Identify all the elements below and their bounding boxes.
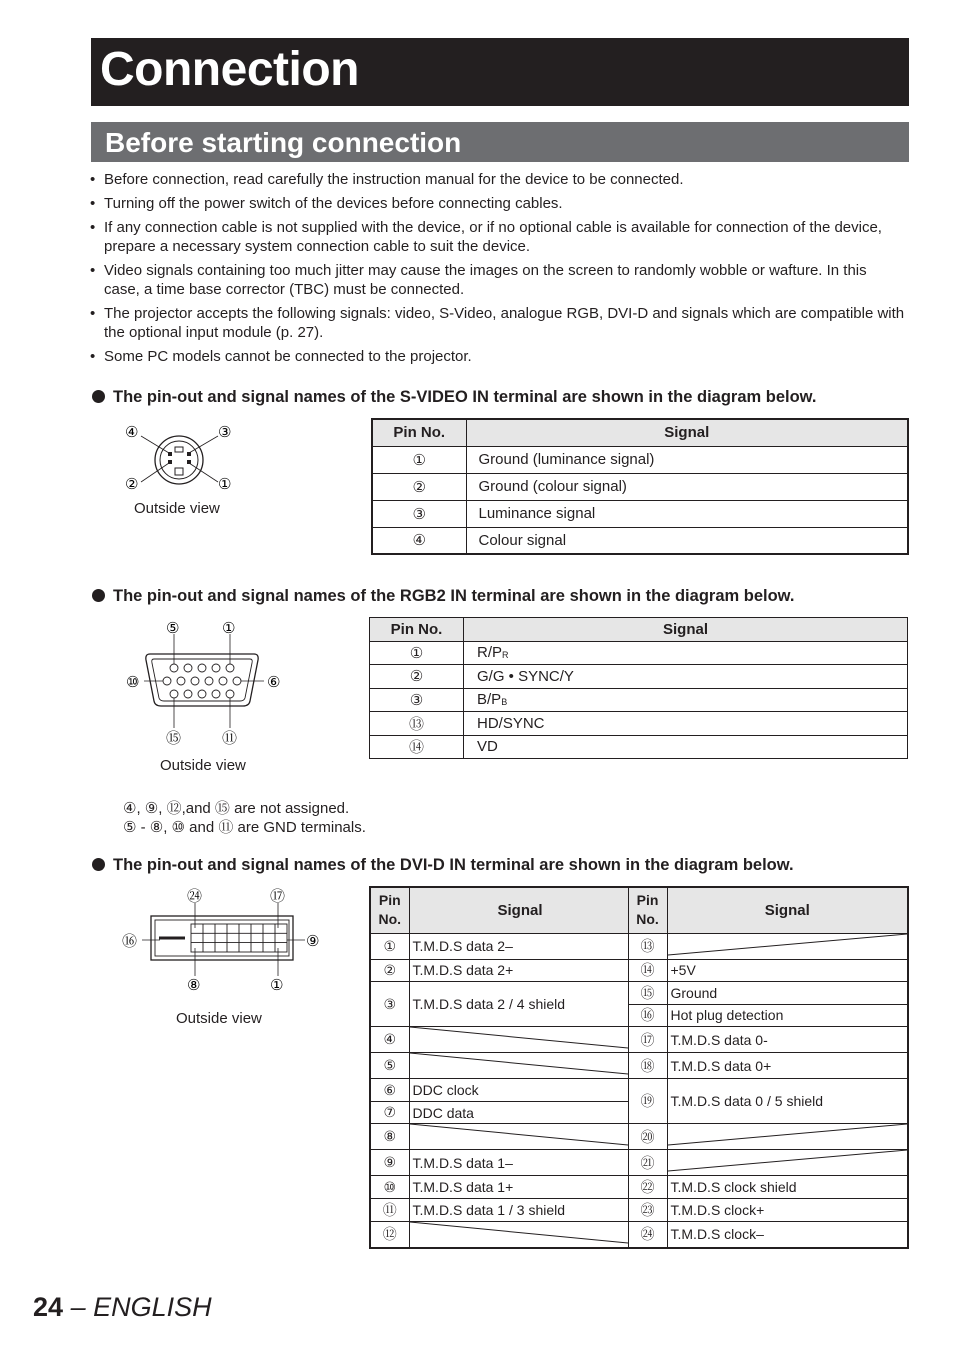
table-row <box>372 446 908 473</box>
table-row <box>370 959 908 982</box>
diagram-caption: Outside view <box>134 500 220 517</box>
signal-cell: +5V <box>667 959 908 982</box>
page-number: 24 <box>33 1292 64 1322</box>
table-header <box>370 887 908 933</box>
pin-label: ⑨ <box>306 932 320 950</box>
pin-label: ㉔ <box>187 887 203 905</box>
rgb2-heading: The pin-out and signal names of the RGB2 IN terminal are shown in the diagram below. <box>92 587 794 606</box>
leader-line <box>141 436 169 453</box>
leader-lines <box>144 634 264 728</box>
signal-cell: Luminance signal <box>466 500 908 527</box>
pin-cell: ㉑ <box>628 1150 667 1176</box>
table-row <box>370 933 908 959</box>
list-item: • The projector accepts the following signals: video, S-Video, analogue RGB, DVI-D and signals which are compatible with the optional input module (p. 27). <box>90 304 905 342</box>
not-assigned-cell <box>409 1053 628 1079</box>
pin-cell: ⑪ <box>370 1199 409 1222</box>
table-row <box>370 665 908 689</box>
column-header: Pin No. <box>628 887 667 933</box>
leader-line <box>189 436 218 453</box>
table-row <box>370 1199 908 1222</box>
pin-cell: ④ <box>372 527 466 554</box>
signal-cell: T.M.D.S data 0- <box>667 1027 908 1053</box>
pin-label: ⑧ <box>187 976 201 994</box>
pin-cell: ⑬ <box>628 933 667 959</box>
svideo-outer-ring <box>155 436 203 484</box>
pin-cell: ⑫ <box>370 1221 409 1248</box>
signal-cell: Ground (colour signal) <box>466 473 908 500</box>
bullet-dot-icon <box>92 390 105 403</box>
precaution-list <box>90 170 905 371</box>
signal-cell: T.M.D.S data 0 / 5 shield <box>667 1079 908 1124</box>
pin-label: ⑪ <box>222 729 238 747</box>
pin-cell: ⑯ <box>628 1004 667 1027</box>
pin-cell: ⑧ <box>370 1124 409 1150</box>
pin-cell: ⑳ <box>628 1124 667 1150</box>
column-header: Pin No. <box>370 618 464 642</box>
list-item: • Turning off the power switch of the devices before connecting cables. <box>90 194 905 213</box>
dvi-pin-table <box>369 886 909 1249</box>
pin-cell: ⑭ <box>628 959 667 982</box>
table-row <box>370 1079 908 1102</box>
table-row <box>370 1221 908 1248</box>
pin-cell: ③ <box>372 500 466 527</box>
signal-cell: T.M.D.S data 1– <box>409 1150 628 1176</box>
signal-cell: T.M.D.S clock shield <box>667 1176 908 1199</box>
svideo-key <box>175 468 183 475</box>
pin-label: ⑥ <box>267 673 281 691</box>
rgb2-note: ④, ⑨, ⑫,and ⑮ are not assigned. <box>123 800 350 817</box>
signal-cell: Colour signal <box>466 527 908 554</box>
table-row <box>370 1053 908 1079</box>
pin-cell: ② <box>370 665 464 689</box>
diagonal-slash <box>410 1053 628 1075</box>
table-row <box>370 1027 908 1053</box>
signal-cell: T.M.D.S clock+ <box>667 1199 908 1222</box>
diagram-caption: Outside view <box>160 757 246 774</box>
pin-label: ⑤ <box>166 619 180 637</box>
page-footer <box>33 1292 212 1323</box>
table-row <box>372 473 908 500</box>
dvi-connector-diagram <box>118 884 328 999</box>
table-row <box>370 1176 908 1199</box>
pin-cell: ㉔ <box>628 1221 667 1248</box>
not-assigned-cell <box>409 1027 628 1053</box>
column-header: Pin No. <box>372 419 466 446</box>
pin-label: ⑯ <box>122 932 138 950</box>
pin-label: ⑩ <box>126 673 140 691</box>
svideo-pin-table <box>371 418 909 555</box>
table-row <box>370 712 908 736</box>
pin-cell: ⑱ <box>628 1053 667 1079</box>
page-title: Connection <box>100 43 359 96</box>
diagonal-slash <box>410 1027 628 1049</box>
diagonal-slash <box>668 1124 908 1146</box>
rgb2-shell-inner <box>152 659 253 701</box>
list-item: • Video signals containing too much jitter may cause the images on the screen to randomly wobble or wafture. In this case, a time base corrector (TBC) must be connected. <box>90 261 905 299</box>
table-row <box>370 641 908 665</box>
pin-label: ⑮ <box>166 729 182 747</box>
signal-cell: T.M.D.S data 2+ <box>409 959 628 982</box>
not-assigned-cell <box>667 1150 908 1176</box>
signal-cell: VD <box>464 735 908 759</box>
column-header: Signal <box>466 419 908 446</box>
diagram-caption: Outside view <box>176 1010 262 1027</box>
list-item: • If any connection cable is not supplied with the device, or if no optional cable is available for connection of the device, prepare a necessary system connection cable to suit the device. <box>90 218 905 256</box>
column-header: Pin No. <box>370 887 409 933</box>
column-header: Signal <box>667 887 908 933</box>
pin-label: ⑰ <box>270 887 286 905</box>
not-assigned-cell <box>667 933 908 959</box>
table-row <box>370 735 908 759</box>
bullet-dot-icon <box>92 589 105 602</box>
signal-cell: DDC clock <box>409 1079 628 1102</box>
list-item: • Some PC models cannot be connected to the projector. <box>90 347 905 366</box>
signal-cell: Ground <box>667 982 908 1005</box>
title-bar <box>91 38 909 106</box>
signal-cell: T.M.D.S data 2– <box>409 933 628 959</box>
pin-cell: ⑭ <box>370 735 464 759</box>
svideo-connector-diagram <box>120 420 240 500</box>
column-header: Signal <box>464 618 908 642</box>
diagonal-slash <box>668 1150 908 1172</box>
dvi-heading: The pin-out and signal names of the DVI-D IN terminal are shown in the diagram below. <box>92 856 794 875</box>
pin-cell: ⑤ <box>370 1053 409 1079</box>
pin-cell: ⑬ <box>370 712 464 736</box>
rgb2-connector-diagram <box>122 616 292 751</box>
pin-cell: ④ <box>370 1027 409 1053</box>
signal-cell: $B/P_B$ <box>464 688 908 712</box>
section-bar <box>91 122 909 162</box>
pin-label: ③ <box>218 423 232 441</box>
table-header <box>370 618 908 642</box>
pin-cell: ⑰ <box>628 1027 667 1053</box>
signal-cell: DDC data <box>409 1101 628 1124</box>
diagonal-slash <box>410 1222 628 1244</box>
signal-cell: T.M.D.S data 1+ <box>409 1176 628 1199</box>
pin-cell: ⑩ <box>370 1176 409 1199</box>
table-row <box>372 500 908 527</box>
pin-cell: ① <box>370 933 409 959</box>
pin-label: ① <box>222 619 236 637</box>
rgb2-pin-table <box>369 617 908 759</box>
pin-label: ① <box>218 475 232 493</box>
pin-cell: ㉒ <box>628 1176 667 1199</box>
pin-cell: ① <box>370 641 464 665</box>
pin-cell: ㉓ <box>628 1199 667 1222</box>
table-row <box>370 688 908 712</box>
pin-cell: ③ <box>370 688 464 712</box>
diagonal-slash <box>410 1124 628 1146</box>
rgb2-pins <box>163 664 241 698</box>
pin-cell: ⑲ <box>628 1079 667 1124</box>
list-item: • Before connection, read carefully the instruction manual for the device to be connected. <box>90 170 905 189</box>
pin-cell: ⑥ <box>370 1079 409 1102</box>
signal-cell: T.M.D.S data 2 / 4 shield <box>409 982 628 1027</box>
signal-cell: T.M.D.S data 1 / 3 shield <box>409 1199 628 1222</box>
dvi-pins <box>191 924 287 952</box>
pin-cell: ① <box>372 446 466 473</box>
table-header <box>372 419 908 446</box>
pin-cell: ③ <box>370 982 409 1027</box>
rgb2-note: ⑤ - ⑧, ⑩ and ⑪ are GND terminals. <box>123 819 366 836</box>
signal-cell: $R/P_R$ <box>464 641 908 665</box>
table-row <box>370 1150 908 1176</box>
table-row <box>370 982 908 1005</box>
diagonal-slash <box>668 934 908 956</box>
not-assigned-cell <box>409 1221 628 1248</box>
pin-cell: ⑨ <box>370 1150 409 1176</box>
not-assigned-cell <box>409 1124 628 1150</box>
signal-cell: T.M.D.S data 0+ <box>667 1053 908 1079</box>
pin-cell: ② <box>370 959 409 982</box>
pin-label: ④ <box>125 423 139 441</box>
pin-cell: ⑮ <box>628 982 667 1005</box>
section-title: Before starting connection <box>105 127 462 158</box>
pin-cell: ⑦ <box>370 1101 409 1124</box>
signal-cell: Hot plug detection <box>667 1004 908 1027</box>
signal-cell: Ground (luminance signal) <box>466 446 908 473</box>
column-header: Signal <box>409 887 628 933</box>
svideo-key <box>175 447 183 452</box>
table-row <box>370 1124 908 1150</box>
language-label: – ENGLISH <box>70 1292 212 1322</box>
signal-cell: HD/SYNC <box>464 712 908 736</box>
pin-label: ② <box>125 475 139 493</box>
pin-label: ① <box>270 976 284 994</box>
signal-cell: T.M.D.S clock– <box>667 1221 908 1248</box>
not-assigned-cell <box>667 1124 908 1150</box>
svideo-heading: The pin-out and signal names of the S-VIDEO IN terminal are shown in the diagram below. <box>92 388 816 407</box>
bullet-dot-icon <box>92 858 105 871</box>
table-row <box>372 527 908 554</box>
signal-cell: G/G • SYNC/Y <box>464 665 908 689</box>
pin-cell: ② <box>372 473 466 500</box>
